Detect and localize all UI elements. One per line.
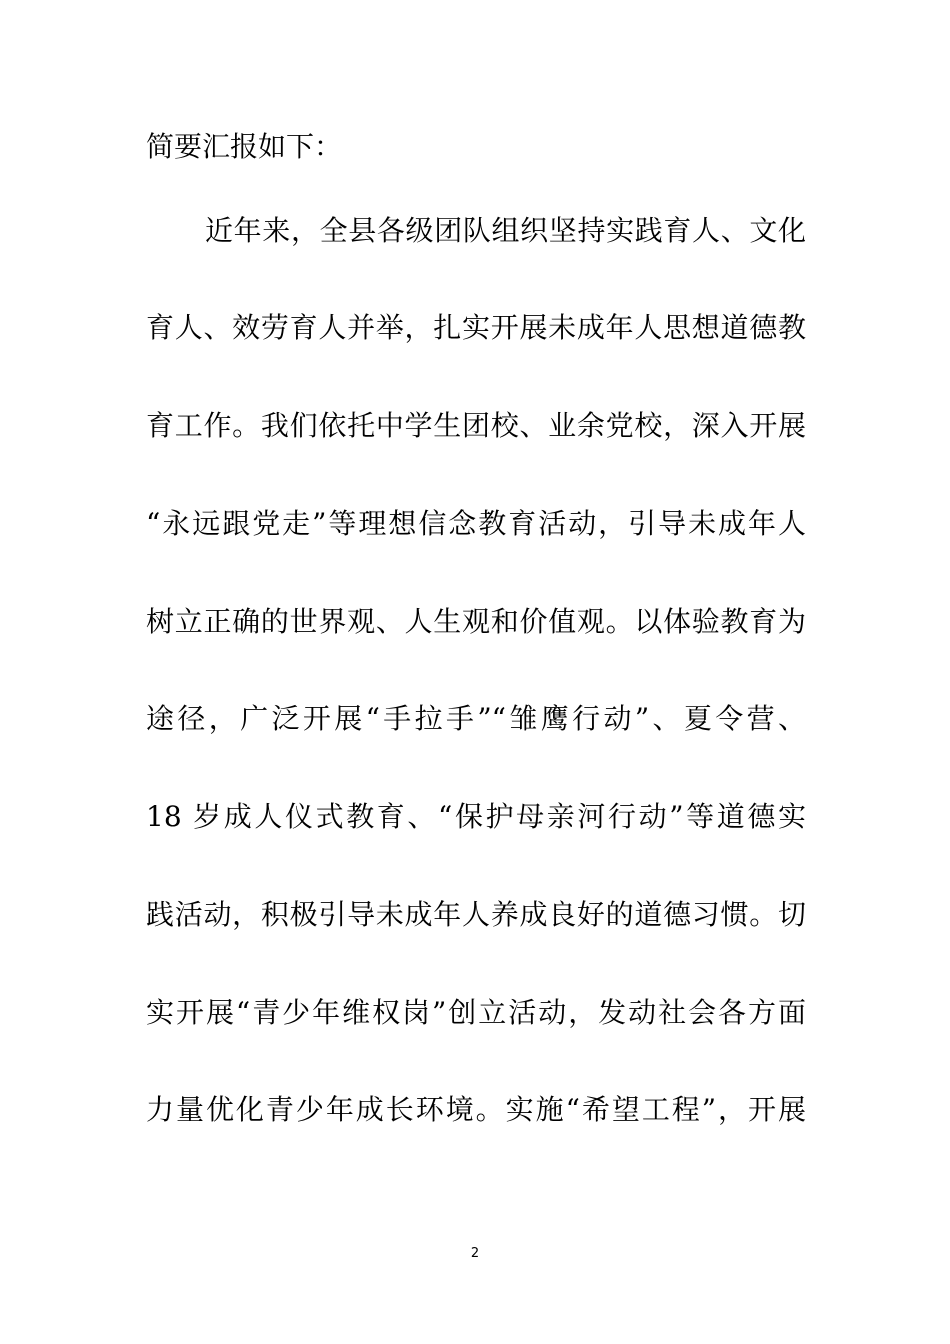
paragraph-first-line: 近年来，全县各级团队组织坚持实践育人、文化 <box>205 214 806 247</box>
text-line-8: 18 岁成人仪式教育、“保护母亲河行动”等道德实 <box>146 800 806 833</box>
page-number: 2 <box>470 1246 480 1261</box>
text-line-10: 实开展“青少年维权岗”创立活动，发动社会各方面 <box>146 996 806 1029</box>
text-line-6: 树立正确的世界观、人生观和价值观。以体验教育为 <box>146 605 806 638</box>
text-line-11: 力量优化青少年成长环境。实施“希望工程”，开展 <box>146 1093 806 1126</box>
text-line-1: 简要汇报如下： <box>146 130 343 163</box>
text-line-4: 育工作。我们依托中学生团校、业余党校，深入开展 <box>146 409 806 442</box>
text-line-9: 践活动，积极引导未成年人养成良好的道德习惯。切 <box>146 898 806 931</box>
text-line-3: 育人、效劳育人并举，扎实开展未成年人思想道德教 <box>146 311 806 344</box>
text-line-7: 途径，广泛开展“手拉手”“雏鹰行动”、夏令营、 <box>146 702 806 735</box>
text-line-5: “永远跟党走”等理想信念教育活动，引导未成年人 <box>146 507 806 540</box>
